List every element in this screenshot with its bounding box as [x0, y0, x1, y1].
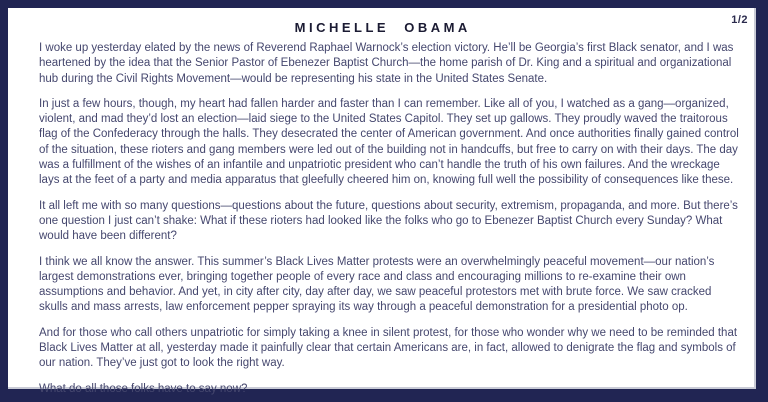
page-header	[8, 8, 754, 40]
page-title: MICHELLE OBAMA	[294, 20, 471, 35]
page-indicator: 1/2	[731, 14, 748, 26]
statement-paragraph: In just a few hours, though, my heart had fallen harder and faster than I can remember. Like all of you, I watched as a gang—organized, violent, and mad they’d lost an election—laid siege to the United States Capitol. They set up gallows. They proudly waved the traitorous flag of the Confederacy through the halls. They desecrated the center of American government. And once authorities finally gained control of the situation, these rioters and gang members were led out of the building not in handcuffs, but free to carry on with their days. The day was a fulfillment of the wishes of an infantile and unpatriotic president who can’t handle the truth of his own failures. And the wreckage lays at the feet of a party and media apparatus that gleefully cheered him on, knowing full well the possibility of consequences like these.	[39, 97, 739, 187]
statement-paragraph: It all left me with so many questions—questions about the future, questions about security, extremism, propaganda, and more. But there’s one question I just can’t shake: What if these rioters had looked like the folks who go to Ebenezer Baptist Church every Sunday? What would have been different?	[39, 199, 738, 243]
statement-body	[8, 40, 754, 397]
statement-paragraph: I think we all know the answer. This summer’s Black Lives Matter protests were an overwhelmingly peaceful movement—our nation’s largest demonstrations ever, bringing together people of every race and class and encouraging millions to re-examine their own assumptions and behavior. And yet, in city after city, day after day, we saw peaceful protestors met with brute force. We saw cracked skulls and mass arrests, law enforcement pepper spraying its way through a peaceful demonstration for a presidential photo op.	[39, 255, 715, 314]
statement-page	[8, 8, 756, 395]
statement-paragraph: And for those who call others unpatriotic for simply taking a knee in silent protest, for those who wonder why we need to be reminded that Black Lives Matter at all, yesterday made it painfully clear that certain Americans are, in fact, allowed to denigrate the flag and symbols of our nation. They’ve just got to look the right way.	[39, 326, 738, 370]
statement-paragraph: What do all those folks have to say now?	[39, 382, 248, 395]
statement-paragraph: I woke up yesterday elated by the news of Reverend Raphael Warnock’s election victory. He’ll be Georgia’s first Black senator, and I was heartened by the idea that the Senior Pastor of Ebenezer Baptist Church—the home parish of Dr. King and a spiritual and organizational hub during the Civil Rights Movement—would be representing his state in the United States Senate.	[39, 42, 734, 85]
